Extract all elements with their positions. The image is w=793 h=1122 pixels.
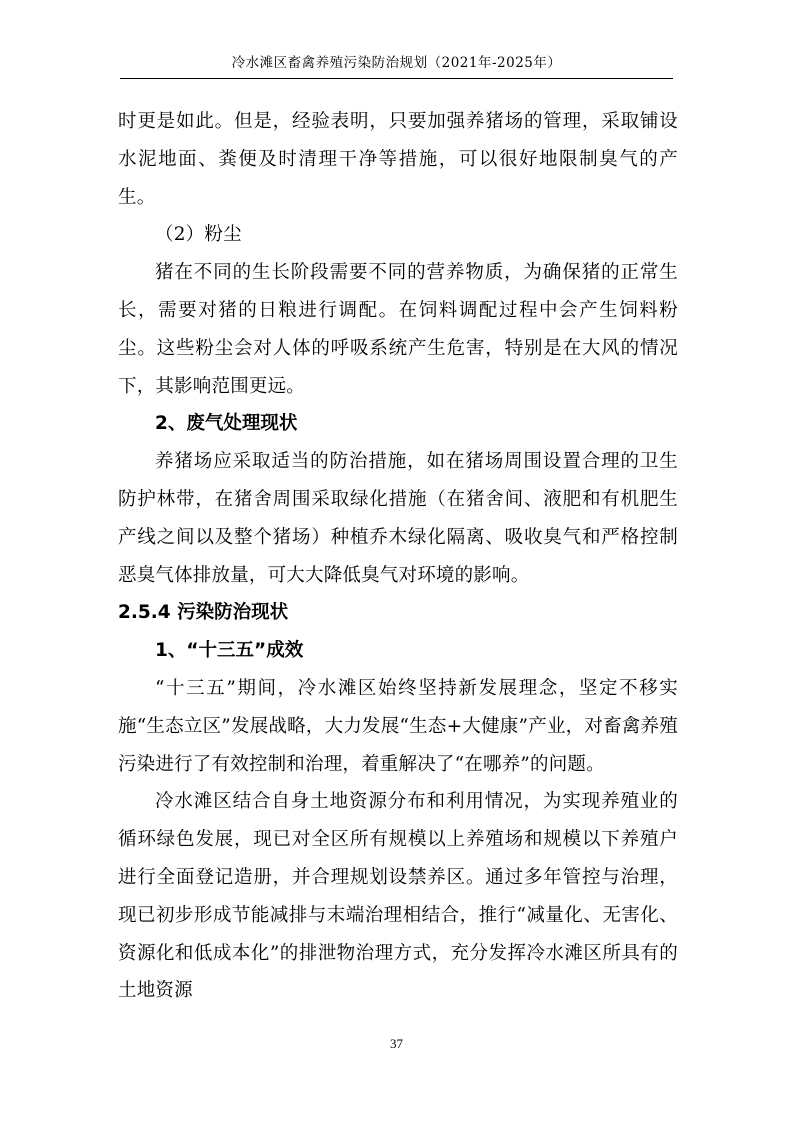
section-heading-pollution-control: 2.5.4 污染防治现状 [118, 602, 289, 624]
paragraph-land-resources: 冷水滩区结合自身土地资源分布和利用情况，为实现养殖业的循环绿色发展，现已对全区所有规模以上养殖场和规模以下养殖户进行全面登记造册，并合理规划设禁养区。通过多年管控与治理，现已初步形成节能减排与末端治理相结合，推行“减量化、无害化、资源化和低成本化”的排泄物治理方式，充分发挥冷水滩区所具有的土地资源 [118, 791, 678, 1002]
page-number: 37 [390, 1036, 403, 1051]
subheading-dust: （2）粉尘 [155, 224, 242, 246]
heading-13th-five-year-results: 1、“十三五”成效 [155, 640, 304, 662]
paragraph-dust: 猪在不同的生长阶段需要不同的营养物质，为确保猪的正常生长，需要对猪的日粮进行调配。在饲料调配过程中会产生饲料粉尘。这些粉尘会对人体的呼吸系统产生危害，特别是在大风的情况下，其影响范围更远。 [118, 262, 678, 397]
heading-waste-gas-treatment: 2、废气处理现状 [155, 413, 298, 435]
paragraph-odor-continued: 时更是如此。但是，经验表明，只要加强养猪场的管理，采取铺设水泥地面、粪便及时清理干净等措施，可以很好地限制臭气的产生。 [118, 111, 678, 208]
document-body [118, 103, 678, 1010]
paragraph-waste-gas: 养猪场应采取适当的防治措施，如在猪场周围设置合理的卫生防护林带，在猪舍周围采取绿化措施（在猪舍间、液肥和有机肥生产线之间以及整个猪场）种植乔木绿化隔离、吸收臭气和严格控制恶臭气体排放量，可大大降低臭气对环境的影响。 [118, 451, 678, 586]
paragraph-13th-five-year: “十三五”期间，冷水滩区始终坚持新发展理念，坚定不移实施“生态立区”发展战略，大力发展“生态+大健康”产业，对畜禽养殖污染进行了有效控制和治理，着重解决了“在哪养”的问题。 [118, 677, 678, 775]
running-header: 冷水滩区畜禽养殖污染防治规划（2021年-2025年） [120, 48, 673, 79]
